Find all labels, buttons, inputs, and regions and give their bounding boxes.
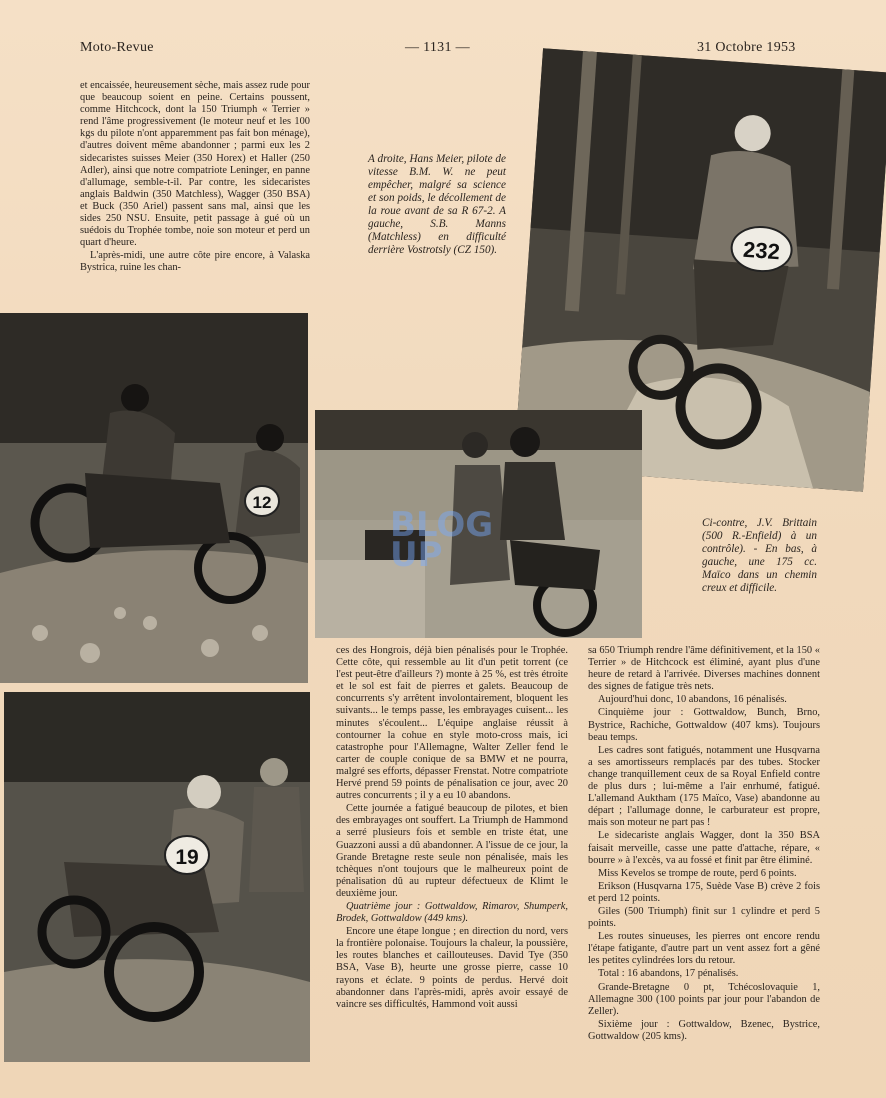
paragraph: Erikson (Husqvarna 175, Suède Vase B) crève 2 fois et perd 12 points. (588, 880, 820, 904)
photo-caption-top: A droite, Hans Meier, pilote de vitesse B.M. W. ne peut empêcher, malgré sa science et son poids, le décollement de la roue avant de sa R 67-2. A gauche, S.B. Manns (Matchless) en difficulté derrière Vostrotsly (CZ 150). (368, 153, 506, 256)
paragraph: Giles (500 Triumph) finit sur 1 cylindre et perd 5 points. (588, 905, 820, 930)
watermark-line: UP (390, 535, 443, 575)
paragraph: Aujourd'hui donc, 10 abandons, 16 pénalisés. (598, 694, 787, 706)
watermark-logo (390, 505, 494, 575)
magazine-title: Moto-Revue (80, 40, 154, 55)
paragraph: Le sidecariste anglais Wagger, dont la 350 BSA faisait merveille, casse une patte d'attache, répare, « bourre » à l'excès, va au fossé et finit par être éliminé. (588, 830, 820, 866)
race-number-label: 232 (742, 236, 781, 265)
photo-sidecar-climb (0, 313, 308, 683)
paragraph: L'après-midi, une autre côte pire encore, à Valaska Bystrica, ruine les chan- (80, 250, 310, 274)
article-column-middle (336, 645, 568, 1012)
article-column-right (588, 645, 820, 1044)
paragraph: Grande-Bretagne 0 pt, Tchécoslovaquie 1, Allemagne 300 (100 points par jour pour l'abandon de Zeller). (588, 981, 820, 1017)
paragraph: Cette journée a fatigué beaucoup de pilotes, et bien des embrayages ont souffert. La Triumph de Hammond a serré plusieurs fois et semble en triste état, une Guazzoni aussi a dû abandonner. A l'issue de ce jour, la Grande Bretagne reste seule non pénalisée, mais les tchèques n'ont toujours que le malheureux point de pénalisation dû au rupteur défectueux de Klimt le deuxième jour. (336, 803, 568, 899)
paragraph: Total : 16 abandons, 17 pénalisés. (598, 968, 739, 980)
paragraph: Les cadres sont fatigués, notamment une Husqvarna a ses amortisseurs remplacés par des tubes. Stocker change tranquillement ceux de sa Royal Enfield contre de plus durs ; lui-même a l'air enrhumé, fatigué. L'allemand Auktham (175 Maïco, Vase) abandonne au départ ; l'allumage donne, le carburateur est propre, mais son moteur ne part pas ! (588, 744, 820, 829)
paragraph: Quatrième jour : Gottwaldow, Rimarov, Shumperk, Brodek, Gottwaldow (449 kms). (336, 900, 568, 925)
race-number-label: 19 (175, 846, 199, 869)
photo-maico-rider-19 (4, 692, 310, 1062)
watermark-line: BLOG (390, 505, 494, 545)
race-number-label: 12 (252, 493, 272, 512)
paragraph: Les routes sinueuses, les pierres ont encore rendu l'étape fatigante, d'autre part un vent assez fort a gêné les petites cylindrées lors du retour. (588, 931, 820, 967)
page-number: — 1131 — (405, 40, 470, 55)
paragraph: Cinquième jour : Gottwaldow, Bunch, Brno, Bystrice, Rachiche, Gottwaldow (407 kms). Toujours beau temps. (588, 707, 820, 743)
paragraph: et encaissée, heureusement sèche, mais assez rude pour que beaucoup soient en peine. Certains poussent, comme Hitchcock, dont la 150 Triumph « Terrier » rend l'âme progressivement (le moteur neuf et les 100 kgs du pilote n'ont apparemment pas fait bon ménage), d'autres doivent même abandonner ; parmi eux les 2 sidecaristes suisses Meier (350 Horex) et Haller (250 Adler), ainsi que notre compatriote Leninger, en panne d'allumage, semble-t-il. Par contre, les sidecaristes anglais Baldwin (350 Matchless), Wagger (350 BSA) et Buck (350 Ariel) passent sans mal, ainsi que les sides 250 NSU. Ensuite, petit passage à gué où un suédois du Trophée tombe, noie son moteur et perd un quart d'heure. (80, 80, 310, 249)
photo-caption-right: Ci-contre, J.V. Brittain (500 R.-Enfield) à un contrôle). - En bas, à gauche, une 175 cc. Maïco dans un chemin creux et difficile. (702, 517, 817, 594)
paragraph: Sixième jour : Gottwaldow, Bzenec, Bystrice, Gottwaldow (205 kms). (588, 1018, 820, 1042)
paragraph: Miss Kevelos se trompe de route, perd 6 points. (598, 867, 797, 879)
issue-date: 31 Octobre 1953 (697, 40, 796, 55)
paragraph: ces des Hongrois, déjà bien pénalisés pour le Trophée. Cette côte, qui ressemble au lit d'un petit torrent (ce l'est peut-être d'ailleurs ?) monte à 25 %, est très étroite et le sol est fait de pierres et galets. Beaucoup de concurrents s'y arrêtent involontairement, bloquent les suivants... le temps passe, les embrayages cuisent... les minutes s'écoulent... L'équipe anglaise réussit à contourner la cohue en style moto-cross mais, ici catastrophe pour l'Allemagne, Walter Zeller fend le carter de couple conique de sa BMW et ne pourra, malgré ses efforts, dépasser Frenstat. Notre compatriote Hervé prend 59 points de pénalisation ce jour, avec 20 autres concurrents ; il y a eu 10 abandons. (336, 645, 568, 802)
paragraph: Encore une étape longue ; en direction du nord, vers la frontière polonaise. Toujours la chaleur, la poussière, les routes blanches et caillouteuses. David Tye (350 BSA, Vase B), heurte une grosse pierre, casse 10 rayons et éclate. 9 points de perdus. Hervé doit abandonner dans l'après-midi, après avoir essayé de vaincre ses difficultés, Hammond voit aussi (336, 926, 568, 1010)
article-column-left (80, 80, 310, 276)
paragraph: sa 650 Triumph rendre l'âme définitivement, et la 150 « Terrier » de Hitchcock est éliminé, ayant plus d'une heure de retard à l'arrivée. Diverses machines donnent des signes de fatigue très nets. (588, 645, 820, 693)
